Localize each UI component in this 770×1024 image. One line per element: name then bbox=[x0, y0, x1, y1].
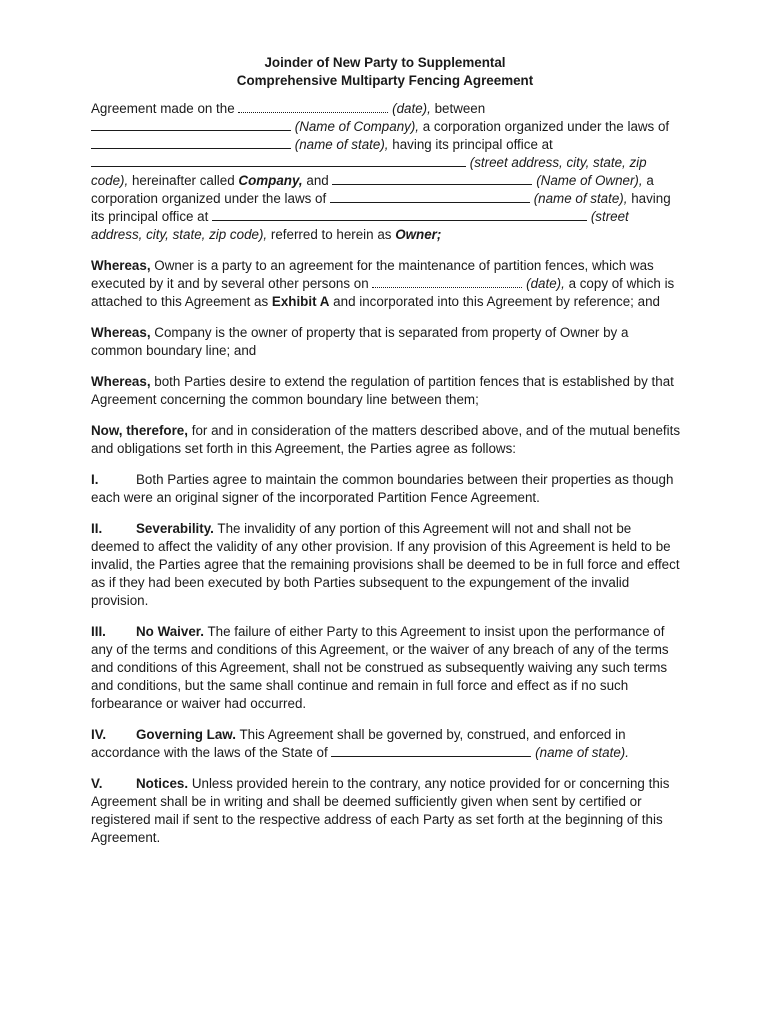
owner-name-blank[interactable] bbox=[332, 172, 532, 185]
owner-address-blank[interactable] bbox=[212, 208, 587, 221]
whereas-text: both Parties desire to extend the regulation of partition fences that is established by that Agreement concerning the common boundary line between them; bbox=[91, 374, 674, 407]
section-heading: No Waiver. bbox=[136, 624, 204, 639]
company-defined-term: Company, bbox=[238, 173, 303, 188]
section-3 bbox=[91, 623, 681, 713]
owner-name-hint: (Name of Owner), bbox=[536, 173, 643, 188]
section-heading: Notices. bbox=[136, 776, 189, 791]
title-line-1: Joinder of New Party to Supplemental bbox=[264, 55, 506, 70]
company-name-blank[interactable] bbox=[91, 118, 291, 131]
whereas-text: Owner is a party to an agreement for the maintenance of partition fences, which was executed by it and by several other persons on bbox=[91, 258, 654, 291]
whereas-text: and incorporated into this Agreement by reference; and bbox=[333, 294, 660, 309]
now-therefore-lead: Now, therefore, bbox=[91, 423, 188, 438]
whereas-paragraph-2 bbox=[91, 324, 681, 360]
intro-text: Agreement made on the bbox=[91, 101, 235, 116]
section-heading: Severability. bbox=[136, 521, 214, 536]
company-address-blank[interactable] bbox=[91, 154, 466, 167]
company-state-blank[interactable] bbox=[91, 136, 291, 149]
governing-state-blank[interactable] bbox=[331, 744, 531, 757]
owner-state-blank[interactable] bbox=[330, 190, 530, 203]
section-4 bbox=[91, 726, 681, 762]
whereas-paragraph-3 bbox=[91, 373, 681, 409]
section-number: V. bbox=[91, 776, 103, 791]
section-1 bbox=[91, 471, 681, 507]
intro-text: hereinafter called bbox=[131, 173, 235, 188]
intro-text: a corporation organized under the laws of bbox=[422, 119, 670, 134]
intro-text: a corporation organized under the laws of bbox=[91, 173, 654, 206]
company-address-hint: (street address, city, state, zip code), bbox=[91, 155, 647, 188]
owner-defined-term: Owner; bbox=[395, 227, 442, 242]
owner-state-hint: (name of state), bbox=[533, 191, 628, 206]
now-therefore-paragraph bbox=[91, 422, 681, 458]
whereas-lead: Whereas, bbox=[91, 374, 151, 389]
company-name-hint: (Name of Company), bbox=[294, 119, 420, 134]
section-number: II. bbox=[91, 521, 103, 536]
section-text: Unless provided herein to the contrary, any notice provided for or concerning this Agreement shall be in writing and shall be deemed sufficiently given when sent by certified or registered mail if sent to the respective address of each Party as set forth at the beginning of this Agreement. bbox=[91, 776, 670, 845]
intro-text: between bbox=[434, 101, 486, 116]
whereas-lead: Whereas, bbox=[91, 258, 151, 273]
intro-text: having its principal office at bbox=[91, 191, 671, 224]
section-heading: Governing Law. bbox=[136, 727, 236, 742]
intro-paragraph bbox=[91, 100, 681, 244]
document-title bbox=[0, 54, 770, 90]
intro-text: referred to herein as bbox=[270, 227, 392, 242]
section-number: III. bbox=[91, 624, 106, 639]
section-text: Both Parties agree to maintain the common boundaries between their properties as though each were an original signer of the incorporated Partition Fence Agreement. bbox=[91, 472, 674, 505]
date-blank[interactable] bbox=[238, 100, 388, 113]
section-text: The invalidity of any portion of this Agreement will not and shall not be deemed to affect the validity of any other provision. If any provision of this Agreement is held to be invalid, the Parties agree that the remaining provisions shall be deemed to be in full force and effect as if they had been executed by both Parties subsequent to the expungement of the invalid provision. bbox=[91, 521, 680, 608]
section-text: The failure of either Party to this Agreement to insist upon the performance of any of the terms and conditions of this Agreement, or the waiver of any breach of any of the terms and conditions of this Agreement, shall not be construed as subsequently waiving any such terms and conditions, but the same shall continue and remain in full force and effect as if no such forbearance or waiver had occurred. bbox=[91, 624, 669, 711]
document-body bbox=[91, 100, 681, 860]
section-2 bbox=[91, 520, 681, 610]
section-text: This Agreement shall be governed by, construed, and enforced in accordance with the laws of the State of bbox=[91, 727, 626, 760]
agreement-date-blank[interactable] bbox=[372, 275, 522, 288]
whereas-lead: Whereas, bbox=[91, 325, 151, 340]
agreement-date-hint: (date), bbox=[526, 276, 565, 291]
now-therefore-text: for and in consideration of the matters described above, and of the mutual benefits and obligations set forth in this Agreement, the Parties agree as follows: bbox=[91, 423, 681, 456]
owner-address-hint: (street address, city, state, zip code), bbox=[91, 209, 629, 242]
section-number: I. bbox=[91, 472, 99, 487]
exhibit-reference: Exhibit A bbox=[271, 294, 330, 309]
intro-text: having its principal office at bbox=[392, 137, 553, 152]
governing-state-hint: (name of state). bbox=[535, 745, 629, 760]
company-state-hint: (name of state), bbox=[294, 137, 389, 152]
whereas-text: a copy of which is attached to this Agreement as bbox=[91, 276, 675, 309]
section-5 bbox=[91, 775, 681, 847]
section-number: IV. bbox=[91, 727, 107, 742]
intro-text: and bbox=[306, 173, 329, 188]
title-line-2: Comprehensive Multiparty Fencing Agreement bbox=[236, 73, 534, 88]
whereas-text: Company is the owner of property that is separated from property of Owner by a common boundary line; and bbox=[91, 325, 629, 358]
whereas-paragraph-1 bbox=[91, 257, 681, 311]
date-hint: (date), bbox=[392, 101, 431, 116]
